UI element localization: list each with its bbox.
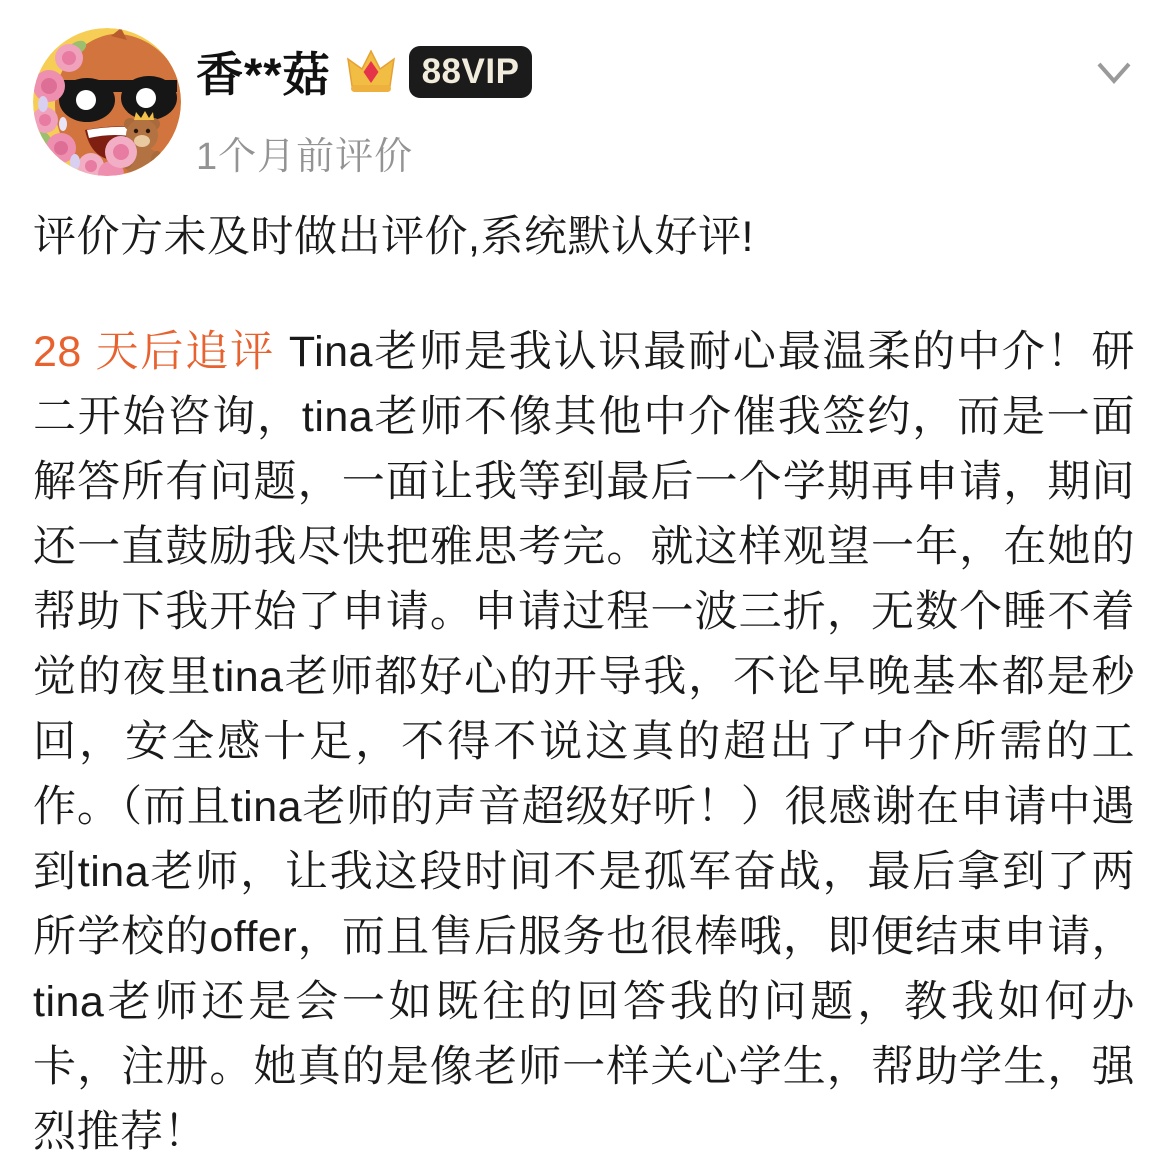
followup-review [33,320,1135,1165]
user-info [196,28,532,180]
chevron-down-icon[interactable] [1096,61,1132,85]
system-default-note: 评价方未及时做出评价,系统默认好评! [33,213,754,261]
name-row [196,38,532,105]
followup-text: Tina老师是我认识最耐心最温柔的中介！研二开始咨询，tina老师不像其他中介催我签约，而是一面解答所有问题，一面让我等到最后一个学期再申请，期间还一直鼓励我尽快把雅思考完。就这样观望一年，在她的帮助下我开始了申请。申请过程一波三折，无数个睡不着觉的夜里tina老师都好心的开导我，不论早晚基本都是秒回，安全感十足，不得不说这真的超出了中介所需的工作。（而且tina老师的声音超级好听！）很感谢在申请中遇到tina老师，让我这段时间不是孤军奋战，最后拿到了两所学校的offer，而且售后服务也很棒哦，即便结束申请，tina老师还是会一如既往的回答我的问题，教我如何办卡，注册。她真的是像老师一样关心学生，帮助学生，强烈推荐！ [33,328,1135,1156]
username: 香**菇 [196,48,331,101]
review-timestamp: 1个月前评价 [196,136,414,178]
vip-badge: 88VIP [409,46,533,98]
review-body [33,205,1135,1165]
avatar-illustration [33,28,181,176]
review-header [33,28,1135,180]
avatar[interactable] [33,28,181,176]
followup-label: 28 天后追评 [33,328,275,376]
crown-icon [345,48,397,95]
